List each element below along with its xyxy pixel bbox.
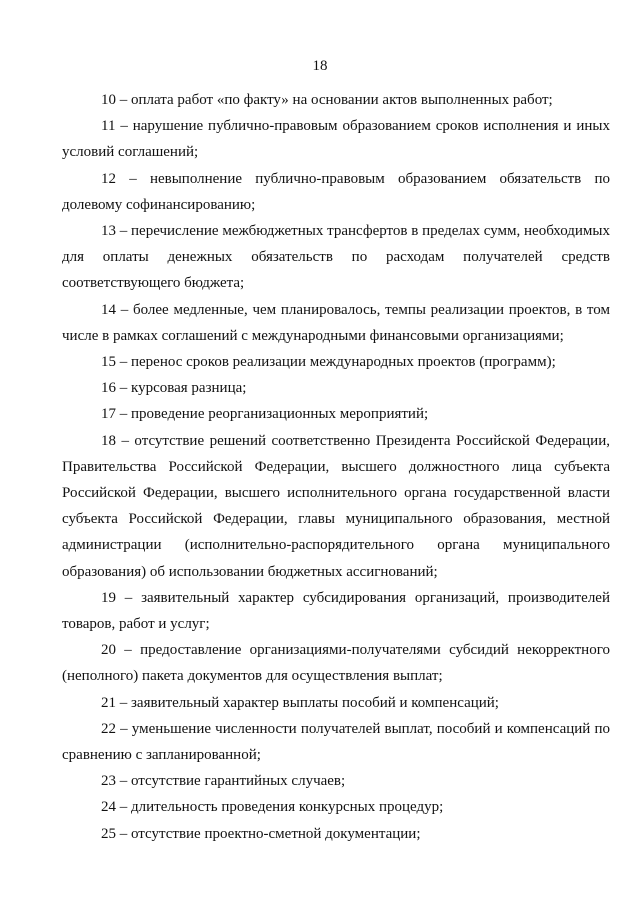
list-item: 21 – заявительный характер выплаты пособий и компенсаций;	[101, 694, 499, 711]
list-item: 20 – предоставление организациями-получателями субсидий некорректного (неполного) пакета документов для осуществления выплат;	[62, 642, 610, 685]
list-item: 25 – отсутствие проектно-сметной документации;	[101, 825, 421, 842]
list-item: 13 – перечисление межбюджетных трансфертов в пределах сумм, необходимых для оплаты денежных обязательств по расходам получателей средств соответствующего бюджета;	[62, 223, 610, 292]
document-body	[62, 87, 610, 847]
list-item: 11 – нарушение публично-правовым образованием сроков исполнения и иных условий соглашений;	[62, 118, 610, 161]
list-item: 24 – длительность проведения конкурсных процедур;	[101, 799, 444, 816]
list-item: 16 – курсовая разница;	[101, 380, 247, 397]
list-item: 14 – более медленные, чем планировалось, темпы реализации проектов, в том числе в рамках соглашений с международными финансовыми организациями;	[62, 301, 610, 344]
list-item: 12 – невыполнение публично-правовым образованием обязательств по долевому софинансированию;	[62, 170, 610, 213]
list-item: 23 – отсутствие гарантийных случаев;	[101, 773, 346, 790]
list-item: 15 – перенос сроков реализации международных проектов (программ);	[101, 354, 556, 371]
list-item: 22 – уменьшение численности получателей выплат, пособий и компенсаций по сравнению с запланированной;	[62, 720, 610, 764]
page-number: 18	[312, 58, 328, 74]
list-item: 19 – заявительный характер субсидирования организаций, производителей товаров, работ и услуг;	[62, 589, 610, 633]
list-item: 10 – оплата работ «по факту» на основании актов выполненных работ;	[101, 92, 553, 108]
list-item: 18 – отсутствие решений соответственно Президента Российской Федерации, Правительства Российской Федерации, высшего должностного лица субъекта Российской Федерации, высшего исполнительного органа государственной власти субъекта Российской Федерации, главы муниципального образования, местной администрации (исполнительно-распорядительного органа муниципального образования) об использовании бюджетных ассигнований;	[62, 432, 610, 580]
list-item: 17 – проведение реорганизационных мероприятий;	[101, 406, 429, 423]
